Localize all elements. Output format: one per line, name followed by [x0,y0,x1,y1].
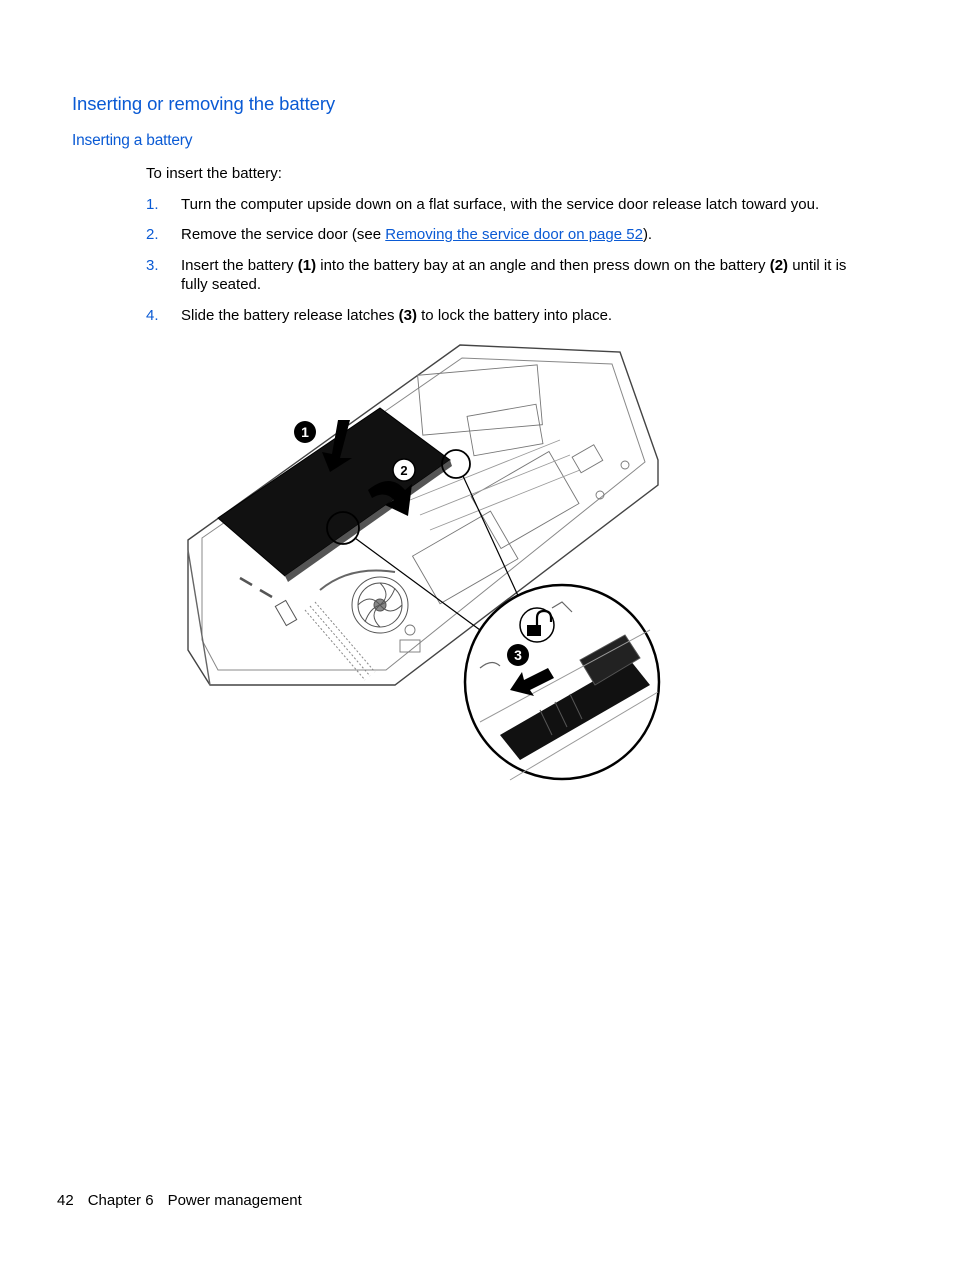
latch-zoom-detail [465,585,659,780]
step-text [181,256,876,294]
svg-text:1: 1 [301,424,309,440]
step-text [181,306,876,325]
step-text-part: Insert the battery [181,257,298,274]
unlock-icon [520,608,554,642]
chapter-label: Chapter 6 [87,1192,154,1209]
callout-ref: (2) [769,257,789,274]
step-text [181,225,876,244]
service-door-link[interactable]: Removing the service door on page 52 [385,226,643,243]
callout-ref: (3) [398,307,417,324]
subsection-heading: Inserting a battery [72,132,193,149]
svg-text:2: 2 [400,463,408,478]
step-text-part: Remove the service door (see [181,226,386,243]
step-number: 3. [146,257,159,274]
section-heading: Inserting or removing the battery [72,93,336,114]
step-number: 2. [146,226,159,243]
step-text-part: to lock the battery into place. [416,307,613,324]
step-text-part: Slide the battery release latches [181,307,399,324]
callout-ref: (1) [297,257,317,274]
step-number: 4. [146,307,159,324]
step-number: 1. [146,196,159,213]
page-footer [57,1192,316,1209]
page-number: 42 [57,1192,74,1209]
callout-2 [393,459,415,481]
step-text-part: ). [642,226,653,243]
chapter-title: Power management [167,1192,302,1209]
step-text: Turn the computer upside down on a flat surface, with the service door release latch toward you. [181,196,820,213]
step-text-part: into the battery bay at an angle and then press down on the battery [316,257,770,274]
callout-1 [294,421,316,443]
step-text-part: until it is fully seated. [181,257,847,293]
leader-line [463,476,520,600]
intro-text: To insert the battery: [146,165,282,182]
callout-3 [507,644,529,666]
svg-text:3: 3 [514,647,522,663]
battery-insertion-illustration [180,340,670,785]
